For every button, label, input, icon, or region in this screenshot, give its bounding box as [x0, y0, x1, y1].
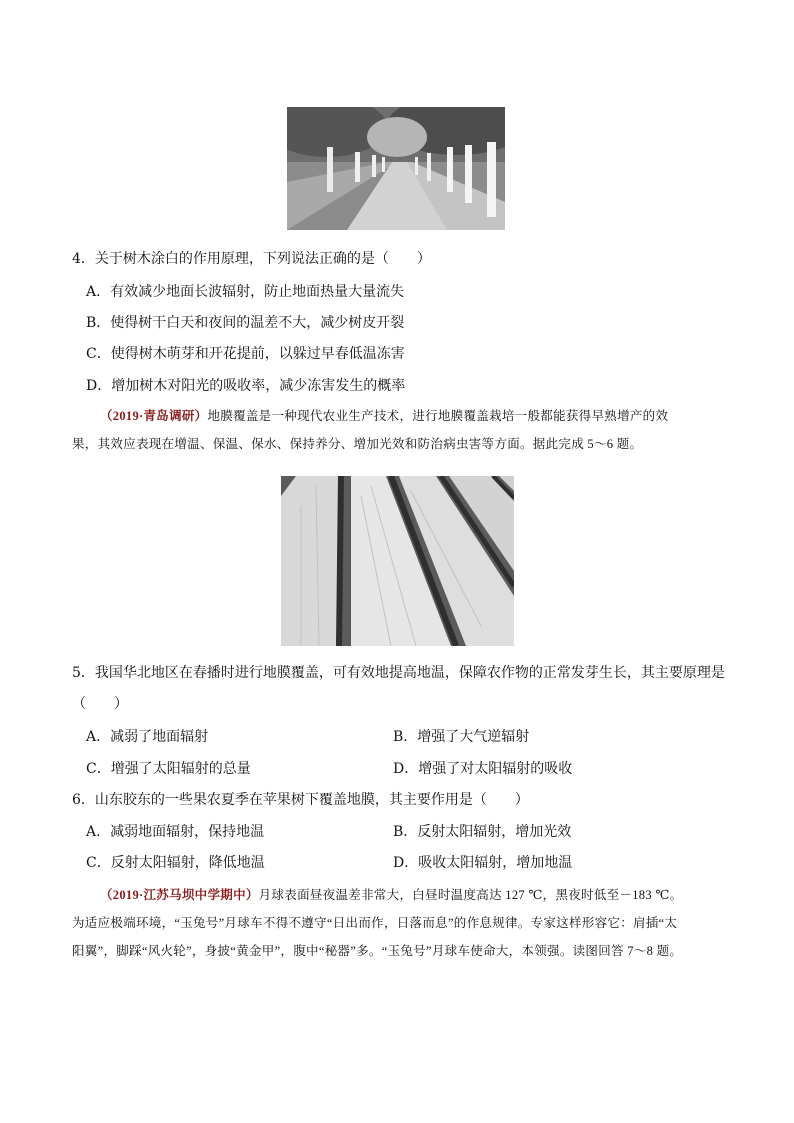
- question-5-option-c: C．增强了太阳辐射的总量: [86, 761, 251, 777]
- question-6-option-a: A．减弱地面辐射，保持地温: [86, 824, 265, 840]
- passage-1: [72, 402, 732, 458]
- passage-1-line-1: 地膜覆盖是一种现代农业生产技术，进行地膜覆盖栽培一般都能获得早熟增产的效: [207, 409, 669, 423]
- passage-2-line-3: 阳翼”，脚踩“风火轮”，身披“黄金甲”，腹中“秘器”多。“玉兔号”月球车使命大，本领强。读图回答 7～8 题。: [72, 944, 683, 958]
- question-4-option-d: D．增加树木对阳光的吸收率，减少冻害发生的概率: [86, 378, 406, 394]
- question-5-option-d: D．增强了对太阳辐射的吸收: [393, 761, 573, 777]
- question-4-option-a: A．有效减少地面长波辐射，防止地面热量大量流失: [86, 284, 405, 300]
- passage-2-line-2: 为适应极端环境，“玉兔号”月球车不得不遵守“日出而作，日落而息”的作息规律。专家这样形容它：肩插“太: [72, 916, 678, 930]
- question-6-option-d: D．吸收太阳辐射，增加地温: [393, 855, 573, 871]
- question-6-stem: 6．山东胶东的一些果农夏季在苹果树下覆盖地膜，其主要作用是（ ）: [72, 792, 529, 808]
- question-5-stem-line-2: （ ）: [72, 696, 128, 712]
- passage-1-source: （2019·青岛调研）: [100, 409, 208, 423]
- question-4-option-b: B．使得树干白天和夜间的温差不大，减少树皮开裂: [86, 315, 405, 331]
- question-6-option-b: B．反射太阳辐射，增加光效: [393, 824, 572, 840]
- passage-2-source: （2019·江苏马坝中学期中）: [100, 888, 259, 902]
- question-6-option-c: C．反射太阳辐射，降低地温: [86, 855, 265, 871]
- question-5-stem-line-1: 5．我国华北地区在春播时进行地膜覆盖，可有效地提高地温，保障农作物的正常发芽生长，其主要原理是: [72, 665, 725, 681]
- plastic-mulch-photo: [281, 476, 514, 646]
- passage-2: [72, 881, 732, 965]
- question-4-option-c: C．使得树木萌芽和开花提前，以躲过早春低温冻害: [86, 346, 405, 362]
- passage-2-line-1: 月球表面昼夜温差非常大，白昼时温度高达 127 ℃，黑夜时低至－183 ℃。: [258, 888, 683, 902]
- passage-1-line-2: 果，其效应表现在增温、保温、保水、保持养分、增加光效和防治病虫害等方面。据此完成 5～6 题。: [72, 437, 643, 451]
- question-5-option-a: A．减弱了地面辐射: [86, 729, 209, 745]
- tree-whitewash-photo: [287, 107, 505, 230]
- question-5-option-b: B．增强了大气逆辐射: [393, 729, 530, 745]
- question-4-stem: 4．关于树木涂白的作用原理，下列说法正确的是（ ）: [72, 251, 431, 267]
